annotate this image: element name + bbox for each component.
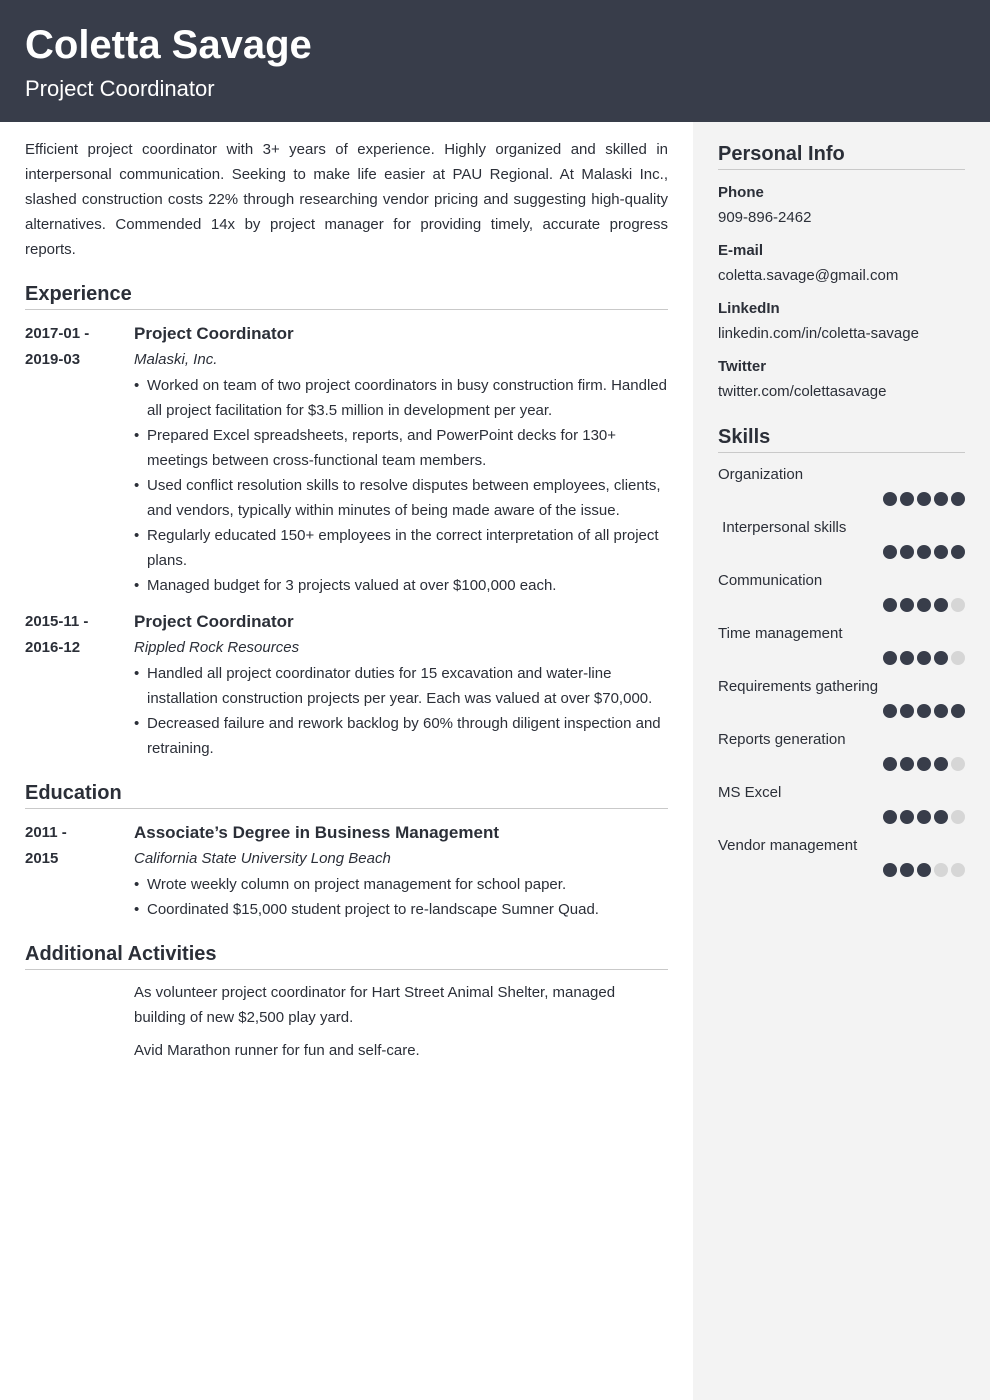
education-section [25,780,668,922]
skill-item [718,836,965,877]
bullet-item: • Wrote weekly column on project management for school paper. [134,872,668,897]
skill-item [718,624,965,665]
rating-dot-filled [900,810,914,824]
bullet-item: • Coordinated $15,000 student project to re-landscape Sumner Quad. [134,897,668,922]
candidate-name: Coletta Savage [25,23,312,67]
resume-header [0,0,990,122]
rating-dot-filled [934,492,948,506]
education-entry [25,820,668,922]
rating-dot-empty [951,863,965,877]
rating-dot-filled [934,810,948,824]
rating-dot-filled [917,651,931,665]
skill-name: Communication [718,572,823,589]
skill-name: Vendor management [718,837,858,854]
rating-dot-filled [883,757,897,771]
skill-item [718,677,965,718]
skill-rating [718,492,965,506]
bullet-item: • Decreased failure and rework backlog by 60% through diligent inspection and retraining. [134,711,668,761]
entry-date-start: 2011 - [25,824,67,841]
rating-dot-filled [917,757,931,771]
entry-date-end: 2016-12 [25,639,81,656]
rating-dot-empty [934,863,948,877]
rating-dot-filled [883,863,897,877]
rating-dot-empty [951,757,965,771]
entry-date-start: 2017-01 - [25,325,90,342]
bullet-item: • Worked on team of two project coordinators in busy construction firm. Handled all project facilitation for $3.5 million in development per year. [134,373,668,423]
entry-title: Project Coordinator [134,612,294,631]
entry-body [134,321,668,598]
rating-dot-filled [883,651,897,665]
skill-item [718,518,965,559]
rating-dot-filled [900,651,914,665]
rating-dot-empty [951,810,965,824]
rating-dot-filled [934,757,948,771]
skill-name: Reports generation [718,731,846,748]
skill-rating [718,810,965,824]
rating-dot-filled [917,863,931,877]
skills-heading: Skills [718,424,965,453]
skill-item [718,571,965,612]
rating-dot-filled [934,651,948,665]
rating-dot-filled [900,704,914,718]
entry-title: Project Coordinator [134,324,294,343]
email-label: E-mail [718,242,764,259]
rating-dot-filled [883,492,897,506]
entry-title: Associate’s Degree in Business Management [134,823,500,842]
skill-item [718,730,965,771]
entry-organization: California State University Long Beach [134,850,391,867]
bullet-item: • Regularly educated 150+ employees in the correct interpretation of all project plans. [134,523,668,573]
rating-dot-filled [917,492,931,506]
phone-label: Phone [718,184,764,201]
skill-name: MS Excel [718,784,782,801]
skill-rating [718,757,965,771]
sidebar [693,122,990,1400]
rating-dot-filled [934,545,948,559]
entry-date [25,321,134,598]
activities-section [25,941,668,1063]
entry-date [25,820,134,922]
personal-info-heading: Personal Info [718,141,965,170]
phone-value: 909-896-2462 [718,209,812,226]
skill-rating [718,545,965,559]
rating-dot-filled [917,545,931,559]
entry-date-start: 2015-11 - [25,613,89,630]
entry-date-end: 2019-03 [25,351,81,368]
twitter-value: twitter.com/colettasavage [718,383,887,400]
rating-dot-filled [917,598,931,612]
linkedin-value: linkedin.com/in/coletta-savage [718,325,919,342]
summary-paragraph: Efficient project coordinator with 3+ years of experience. Highly organized and skilled in interpersonal communication. Seeking to make life easier at PAU Regional. At Malaski Inc., slashed construction costs 22% through researching vendor pricing and suggesting high-quality alternatives. Commended 14x by project manager for providing timely, accurate progress reports. [25,141,668,258]
rating-dot-empty [951,651,965,665]
entry-body [134,609,668,761]
entry-organization: Rippled Rock Resources [134,639,300,656]
experience-section [25,281,668,761]
skill-name: Time management [718,625,843,642]
entry-body [134,820,668,922]
entry-bullets [134,373,668,598]
twitter-label: Twitter [718,358,767,375]
rating-dot-filled [883,810,897,824]
rating-dot-filled [883,598,897,612]
entry-bullets [134,661,668,761]
bullet-item: • Prepared Excel spreadsheets, reports, and PowerPoint decks for 130+ meetings between cross-functional team members. [134,423,668,473]
entry-date-end: 2015 [25,850,59,867]
experience-entry [25,609,668,761]
experience-heading: Experience [25,281,668,310]
skill-rating [718,651,965,665]
activity-item: Avid Marathon runner for fun and self-care. [134,1042,420,1059]
education-heading: Education [25,780,668,809]
candidate-role: Project Coordinator [25,76,215,101]
skill-name: Organization [718,466,804,483]
skill-rating [718,704,965,718]
skill-rating [718,863,965,877]
rating-dot-filled [883,545,897,559]
rating-dot-filled [951,704,965,718]
rating-dot-filled [951,492,965,506]
entry-date [25,609,134,761]
email-value: coletta.savage@gmail.com [718,267,899,284]
rating-dot-empty [951,598,965,612]
entry-organization: Malaski, Inc. [134,351,218,368]
rating-dot-filled [951,545,965,559]
skill-rating [718,598,965,612]
linkedin-label: LinkedIn [718,300,780,317]
bullet-item: • Used conflict resolution skills to resolve disputes between employees, clients, and vendors, typically within minutes of being made aware of the issue. [134,473,668,523]
rating-dot-filled [934,704,948,718]
rating-dot-filled [900,757,914,771]
main-column [25,137,668,1071]
activities-list [25,980,668,1063]
rating-dot-filled [900,492,914,506]
rating-dot-filled [883,704,897,718]
bullet-item: • Handled all project coordinator duties for 15 excavation and water-line installation construction projects per year. Each was valued at over $70,000. [134,661,668,711]
experience-entry [25,321,668,598]
skill-item [718,783,965,824]
rating-dot-filled [900,863,914,877]
rating-dot-filled [917,704,931,718]
skill-item [718,465,965,506]
rating-dot-filled [917,810,931,824]
skill-name: Requirements gathering [718,678,879,695]
entry-bullets [134,872,668,922]
activities-heading: Additional Activities [25,941,668,970]
bullet-item: • Managed budget for 3 projects valued at over $100,000 each. [134,573,668,598]
activity-item: As volunteer project coordinator for Hart Street Animal Shelter, managed building of new $2,500 play yard. [134,984,616,1026]
rating-dot-filled [900,545,914,559]
rating-dot-filled [900,598,914,612]
rating-dot-filled [934,598,948,612]
skill-name: Interpersonal skills [718,519,847,536]
